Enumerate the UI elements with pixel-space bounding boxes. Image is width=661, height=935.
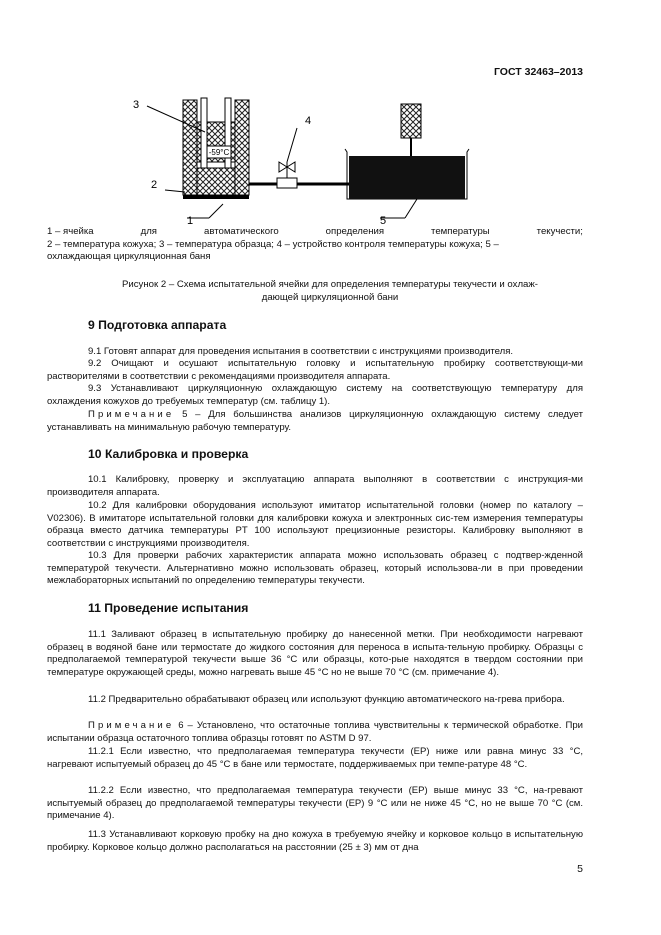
caption-line: Рисунок 2 – Схема испытательной ячейки для определения температуры текучести и охлаж- <box>121 279 538 290</box>
legend-word: 1 – ячейка <box>47 226 94 237</box>
note-lead: Примечание <box>88 409 175 420</box>
paragraph-11-2: 11.2 Предварительно обрабатывают образец или используют функцию автоматического на-грева прибора. <box>88 694 565 705</box>
paragraph-9-3: 9.3 Устанавливают циркуляционную охлаждающую систему на соответствующую температуру для охлаждения кожухов до требуемых температур (см. таблицу 1). <box>47 383 583 407</box>
label-1: 1 <box>187 215 194 227</box>
page-number: 5 <box>577 863 583 875</box>
temperature-display: -59°C <box>208 148 230 157</box>
note-5 <box>47 409 583 434</box>
section-heading-11: 11 Проведение испытания <box>88 601 249 615</box>
label-5: 5 <box>380 215 387 227</box>
paragraph-9-2: 9.2 Очищают и осушают испытательную головку и испытательную пробирку соответствующи-ми растворителями в соответствии с рекомендациями производителя аппарата. <box>47 358 583 382</box>
figure-caption <box>80 279 580 304</box>
legend-word: для <box>140 226 158 237</box>
figure-legend <box>47 226 583 264</box>
cooling-bath <box>345 104 469 199</box>
document-number: ГОСТ 32463–2013 <box>493 66 583 78</box>
paragraph-10-2: 10.2 Для калибровки оборудования используют имитатор испытательной головки (номер по каталогу – V02306). В имитаторе испытательной головки для калибровки кожуха и электронных сис-тем измерения температуры образца вместо датчика температуры PT 100 используют прецизионные резисторы. Калибровку выполняют в соответствии с инструкциями производителя. <box>47 500 583 549</box>
paragraph-11-3: 11.3 Устанавливают корковую пробку на дно кожуха в требуемую ячейку и корковое кольцо в испытательную пробирку. Корковое кольцо должно располагаться на расстоянии (25 ± 3) мм от дна <box>47 829 583 853</box>
temperature-control-device <box>277 162 297 188</box>
test-cell <box>183 98 249 199</box>
note-lead: Примечание <box>88 720 175 731</box>
label-3: 3 <box>133 99 140 111</box>
legend-line: охлаждающая циркуляционная баня <box>47 251 211 263</box>
caption-line: дающей циркуляционной бани <box>261 291 399 303</box>
legend-word: определения <box>325 226 385 237</box>
label-2: 2 <box>151 179 158 191</box>
section-heading-9: 9 Подготовка аппарата <box>88 318 227 332</box>
paragraph-10-3: 10.3 Для проверки рабочих характеристик аппарата можно использовать образец с подтвер-жденной температурой текучести. Альтернативно можно использовать образец, который использова-ли в при проведении межлабораторных испытаний по определению температуры текучести. <box>47 550 583 587</box>
section-heading-10: 10 Калибровка и проверка <box>88 447 249 461</box>
note-text: 6 – Установлено, что остаточные топлива чувствительны к термической обработке. При испытании образца остаточного топлива образцы готовят по ASTM D 97. <box>47 720 583 744</box>
legend-word: автоматического <box>203 226 279 237</box>
paragraph-11-2-2: 11.2.2 Если известно, что предполагаемая температура текучести (ЕР) выше минус 33 °C, на-гревают испытуемый образец до предполагаемой температуры текучести (ЕР) 9 °C или не ниже 45 °C, но не выше 70 °C (см. примечание 4). <box>47 785 583 822</box>
paragraph-9-1: 9.1 Готовят аппарат для проведения испытания в соответствии с инструкциями производителя. <box>88 346 514 357</box>
note-text: 5 – Для большинства анализов циркуляционную охлаждающую систему следует устанавливать на минимальную рабочую температуру. <box>47 409 583 433</box>
paragraph-11-2-1: 11.2.1 Если известно, что предполагаемая температура текучести (ЕР) ниже или равна минус 33 °C, нагревают испытуемый образец до 45 °C в бане или термостате, поддерживаемых при темпе-ратуре 48 °C. <box>47 746 583 770</box>
legend-word: температуры <box>431 226 490 237</box>
apparatus-diagram <box>125 92 585 232</box>
note-6 <box>47 720 583 745</box>
paragraph-10-1: 10.1 Калибровку, проверку и эксплуатацию аппарата выполняют в соответствии с инструкция-ми производителя аппарата. <box>47 474 583 498</box>
paragraph-11-1: 11.1 Заливают образец в испытательную пробирку до нанесенной метки. При необходимости нагревают образец в водяной бане или термостате до жидкого состояния для переноса в испыта-тельную пробирку. Образцы с предполагаемой температурой текучести выше 36 °C или образцы, кото-рые находятся в твердом состоянии при температуре окружающей среды, можно нагревать выше 45 °C но не выше 70 °C (см. примечание 4). <box>47 629 583 678</box>
legend-word: текучести; <box>536 226 583 237</box>
label-4: 4 <box>305 115 312 127</box>
legend-line: 2 – температура кожуха; 3 – температура образца; 4 – устройство контроля температуры кожуха; 5 – <box>47 238 499 250</box>
